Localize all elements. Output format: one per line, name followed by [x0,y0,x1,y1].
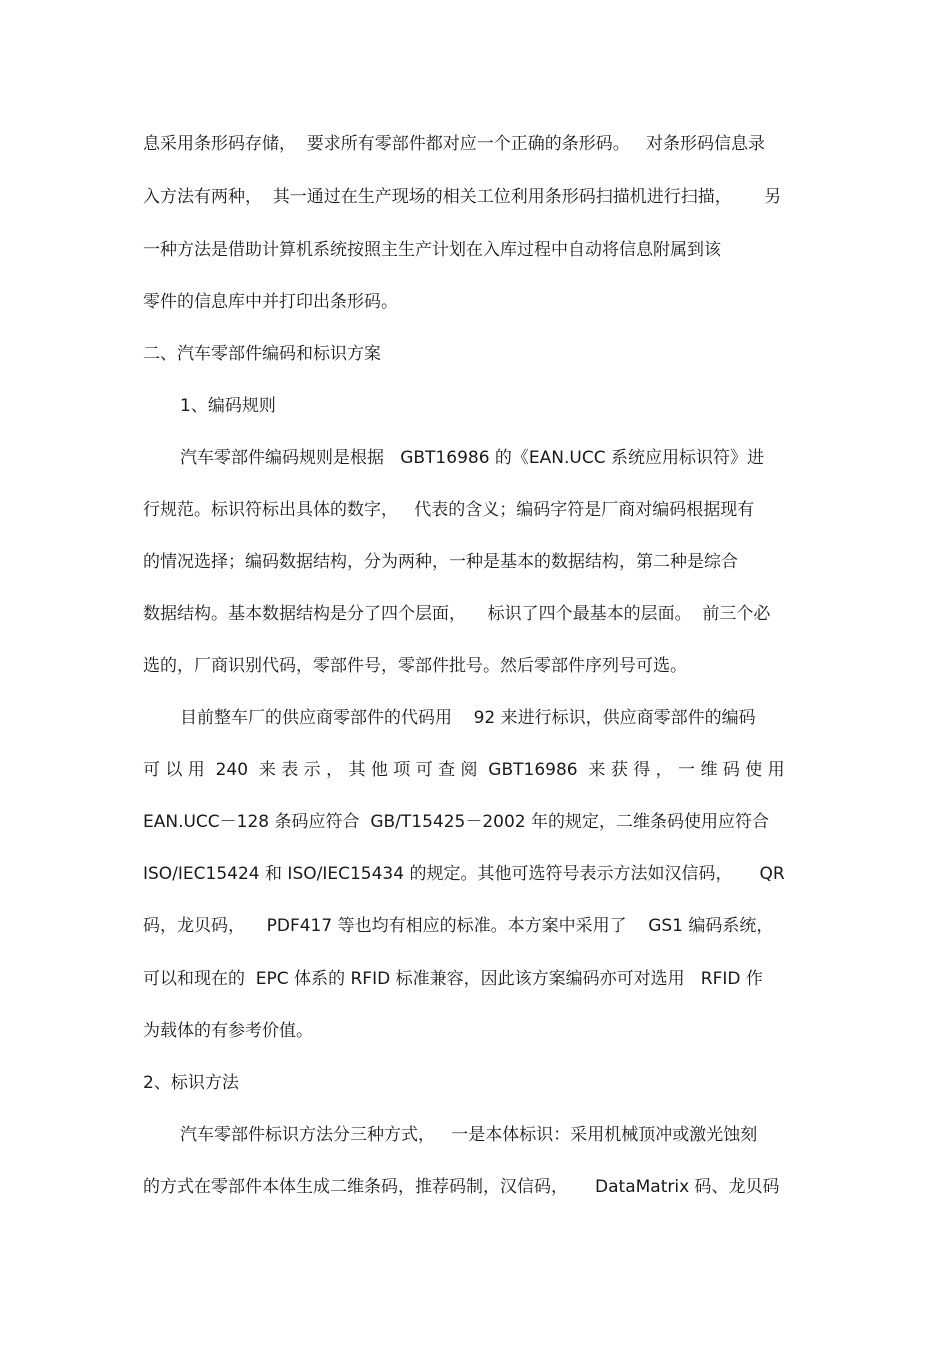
text-line: 为载体的有参考价值。 [143,1021,313,1041]
text-line: 汽车零部件标识方法分三种方式， 一是本体标识：采用机械顶冲或激光蚀刻 [180,1125,758,1145]
text-line: 的方式在零部件本体生成二维条码，推荐码制，汉信码， DataMatrix 码、龙贝码 [143,1177,780,1197]
text-line: 可 以 用 240 来 表 示 ， 其 他 项 可 查 阅 GBT16986 来 获 得 ， 一 维 码 使 用 [143,760,785,780]
section-heading: 二、汽车零部件编码和标识方案 [143,344,381,364]
text-line: 数据结构。基本数据结构是分了四个层面， 标识了四个最基本的层面。 前三个必 [143,604,771,624]
text-line: EAN.UCC－128 条码应符合 GB/T15425－2002 年的规定，二维条码使用应符合 [143,812,770,832]
text-line: 码，龙贝码， PDF417 等也均有相应的标准。本方案中采用了 GS1 编码系统， [143,916,774,936]
subsection-heading: 1、编码规则 [180,396,276,416]
text-line: 零件的信息库中并打印出条形码。 [143,292,398,312]
text-line: 一种方法是借助计算机系统按照主生产计划在入库过程中自动将信息附属到该 [143,240,721,260]
text-line: 目前整车厂的供应商零部件的代码用 92 来进行标识，供应商零部件的编码 [180,708,756,728]
text-line: ISO/IEC15424 和 ISO/IEC15434 的规定。其他可选符号表示方法如汉信码， QR [143,864,785,884]
subsection-heading: 2、标识方法 [143,1073,239,1093]
text-line: 行规范。标识符标出具体的数字， 代表的含义；编码字符是厂商对编码根据现有 [143,500,755,520]
text-line: 可以和现在的 EPC 体系的 RFID 标准兼容，因此该方案编码亦可对选用 RFID 作 [143,969,763,989]
text-line: 选的，厂商识别代码，零部件号，零部件批号。然后零部件序列号可选。 [143,656,687,676]
text-line: 的情况选择；编码数据结构，分为两种，一种是基本的数据结构，第二种是综合 [143,552,738,572]
text-line: 汽车零部件编码规则是根据 GBT16986 的《EAN.UCC 系统应用标识符》进 [180,448,764,468]
text-line: 入方法有两种， 其一通过在生产现场的相关工位利用条形码扫描机进行扫描， 另 [143,187,782,207]
text-line: 息采用条形码存储， 要求所有零部件都对应一个正确的条形码。 对条形码信息录 [143,134,766,154]
